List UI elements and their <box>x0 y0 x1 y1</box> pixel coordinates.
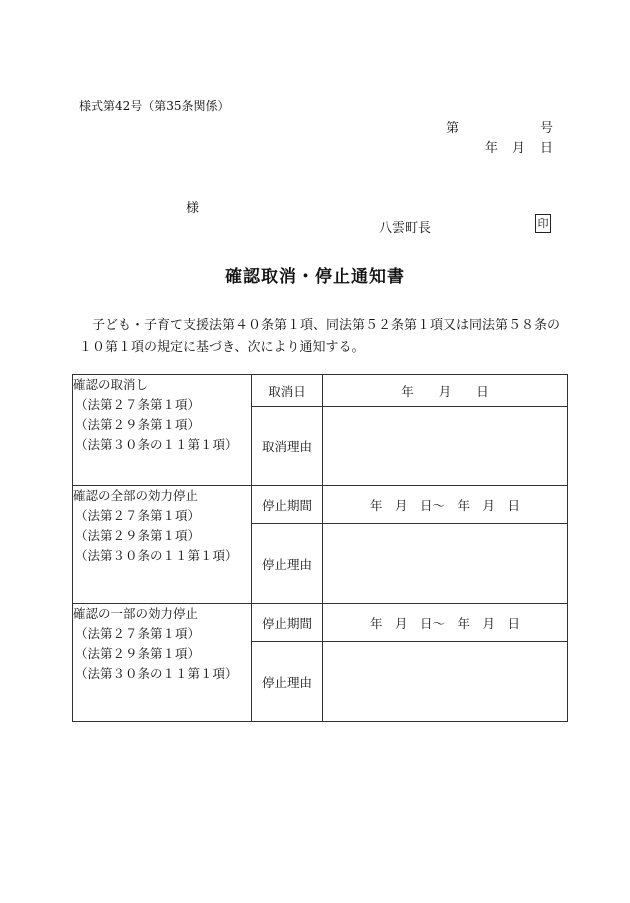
category-heading: 確認の取消し <box>73 377 149 392</box>
addressee-suffix: 様 <box>186 201 200 216</box>
body-paragraph: 子ども・子育て支援法第４０条第１項、同法第５２条第１項又は同法第５８条の１０第１項の規定に基づき、次により通知する。 <box>79 318 561 355</box>
field-label: 取消日 <box>252 375 323 407</box>
suspension-period-field[interactable]: 年 月 日～ 年 月 日 <box>323 604 568 642</box>
category-heading: 確認の全部の効力停止 <box>73 488 199 503</box>
law-reference: （法第３０条の１１第１項） <box>75 437 238 452</box>
issuer-name: 八雲町長 <box>379 221 432 236</box>
table-row <box>73 486 568 524</box>
table-row <box>73 375 568 407</box>
date-month-label: 月 <box>512 141 526 156</box>
field-label: 停止理由 <box>252 524 323 604</box>
law-reference: （法第２９条第１項） <box>75 646 201 661</box>
date-day-label: 日 <box>540 141 554 156</box>
suspension-period-field[interactable]: 年 月 日～ 年 月 日 <box>323 486 568 524</box>
law-reference: （法第２９条第１項） <box>75 417 201 432</box>
suspension-reason-field[interactable] <box>323 524 568 604</box>
document-title: 確認取消・停止通知書 <box>225 267 405 287</box>
table-row <box>73 604 568 642</box>
field-label: 停止理由 <box>252 642 323 722</box>
law-reference: （法第３０条の１１第１項） <box>75 666 238 681</box>
date-year-label: 年 <box>485 141 499 156</box>
category-heading: 確認の一部の効力停止 <box>73 606 199 621</box>
notice-table <box>72 374 568 722</box>
category-cell-full-suspension <box>73 486 252 604</box>
seal-box: 印 <box>535 214 551 233</box>
field-label: 停止期間 <box>252 604 323 642</box>
cancel-date-field[interactable]: 年 月 日 <box>323 375 568 407</box>
law-reference: （法第２７条第１項） <box>75 626 201 641</box>
law-reference: （法第２９条第１項） <box>75 528 201 543</box>
number-prefix: 第 <box>446 121 460 136</box>
number-suffix: 号 <box>540 121 554 136</box>
field-label: 停止期間 <box>252 486 323 524</box>
law-reference: （法第３０条の１１第１項） <box>75 548 238 563</box>
suspension-reason-field[interactable] <box>323 642 568 722</box>
law-reference: （法第２７条第１項） <box>75 508 201 523</box>
law-reference: （法第２７条第１項） <box>75 397 201 412</box>
field-label: 取消理由 <box>252 407 323 486</box>
form-number: 様式第42号（第35条関係） <box>79 99 230 113</box>
category-cell-partial-suspension <box>73 604 252 722</box>
category-cell-cancel <box>73 375 252 486</box>
cancel-reason-field[interactable] <box>323 407 568 486</box>
